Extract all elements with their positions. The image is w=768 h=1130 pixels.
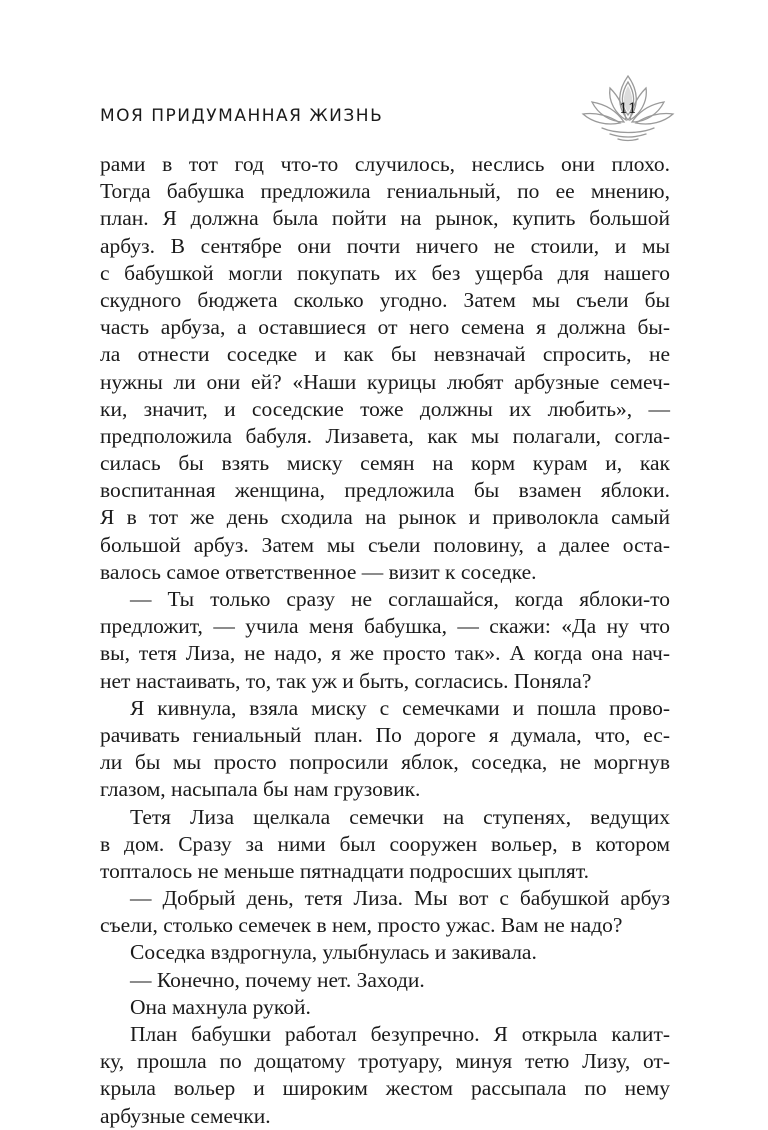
text-line: Я кивнула, взяла миску с семечками и пошла прово- [130,695,670,720]
text-line: нет настаивать, то, так уж и быть, согласись. Поняла? [100,668,592,693]
page-number: 11 [619,101,637,117]
text-line: валось самое ответственное — визит к соседке. [100,559,537,584]
text-line: ку, прошла по дощатому тротуару, минуя тетю Лизу, от- [100,1049,670,1074]
text-line: План бабушки работал безупречно. Я открыла калит- [130,1022,670,1046]
text-line: рачивать гениальный план. По дороге я думала, что, ес- [100,722,670,747]
text-line: Соседка вздрогнула, улыбнулась и закивала. [130,940,537,965]
text-line: топталось не меньше пятнадцати подросших цыплят. [100,858,589,883]
text-line: ли бы мы просто попросили яблок, соседка, не моргнув [100,750,670,775]
text-line: скудного бюджета сколько угодно. Затем мы съели бы [100,287,670,312]
text-line: Я в тот же день сходила на рынок и приволокла самый [100,505,670,530]
text-line: съели, столько семечек в нем, просто ужас. Вам не надо? [100,913,623,938]
text-line: Тетя Лиза щелкала семечки на ступенях, ведущих [130,804,670,829]
text-line: — Конечно, почему нет. Заходи. [130,967,425,992]
text-line: арбузные семечки. [100,1103,271,1128]
text-line: силась бы взять миску семян на корм курам и, как [100,451,670,476]
text-line: крыла вольер и широким жестом рассыпала по нему [100,1076,670,1101]
text-line: ки, значит, и соседские тоже должны их любить», — [100,396,670,421]
body-text [100,151,670,1130]
text-line: Тогда бабушка предложила гениальный, по ее мнению, [100,179,670,204]
text-line: в дом. Сразу за ними был сооружен вольер, в котором [100,831,670,856]
text-line: воспитанная женщина, предложила бы взамен яблоки. [100,478,670,503]
text-line: предложит, — учила меня бабушка, — скажи: «Да ну что [100,614,670,639]
text-line: — Добрый день, тетя Лиза. Мы вот с бабушкой арбуз [130,886,670,911]
text-line: — Ты только сразу не соглашайся, когда яблоки-то [130,587,670,611]
text-line: нужны ли они ей? «Наши курицы любят арбузные семеч- [100,369,670,394]
text-line: рами в тот год что-то случилось, неслись они плохо. [100,152,670,176]
running-title: МОЯ ПРИДУМАННАЯ ЖИЗНЬ [100,106,384,126]
text-line: предположила бабуля. Лизавета, как мы полагали, согла- [100,423,670,448]
text-line: часть арбуза, а оставшиеся от него семена я должна бы- [100,315,670,340]
text-line: вы, тетя Лиза, не надо, я же просто так». А когда она нач- [100,641,670,666]
text-line: Она махнула рукой. [130,994,311,1019]
text-line: с бабушкой могли покупать их без ущерба для нашего [100,260,670,285]
text-line: план. Я должна была пойти на рынок, купить большой [100,206,670,231]
text-line: ла отнести соседке и как бы невзначай спросить, не [100,342,670,367]
text-line: большой арбуз. Затем мы съели половину, а далее оста- [100,532,670,557]
text-line: глазом, насыпала бы нам грузовик. [100,777,421,802]
text-line: арбуз. В сентябре они почти ничего не стоили, и мы [100,233,670,258]
